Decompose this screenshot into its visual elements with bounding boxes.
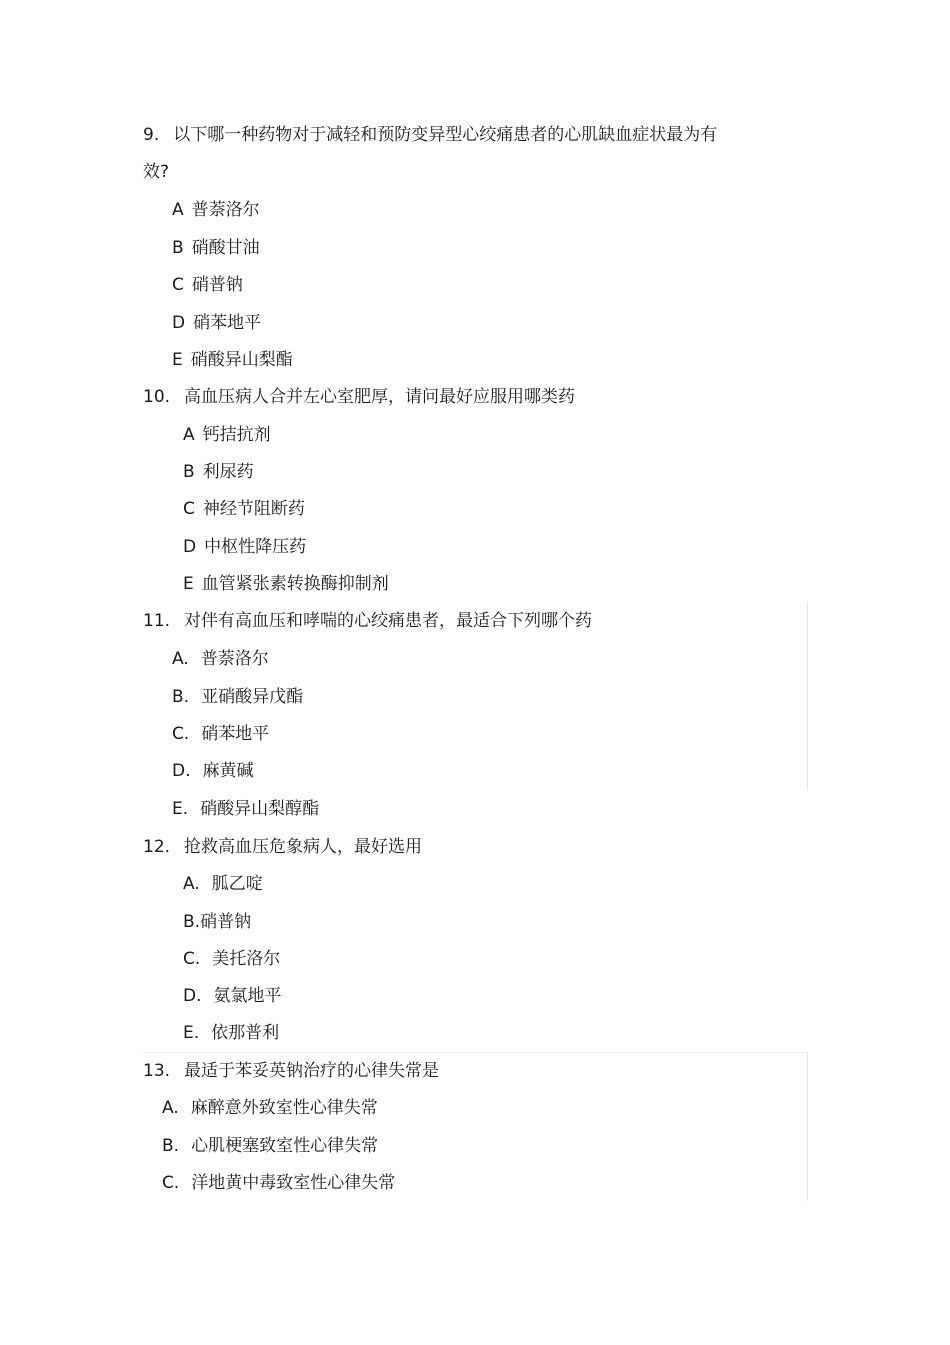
question-text: 抢救高血压危象病人，最好选用 (184, 837, 423, 857)
question-10 (143, 386, 575, 408)
option-10-b: B 利尿药 (183, 462, 254, 482)
option-13-a: A. 麻醉意外致室性心律失常 (162, 1098, 378, 1118)
question-number: 9. (143, 125, 160, 145)
question-9-line1 (143, 124, 717, 146)
option-11-b: B. 亚硝酸异戊酯 (172, 687, 304, 707)
question-text: 高血压病人合并左心室肥厚，请问最好应服用哪类药 (184, 387, 576, 407)
option-10-c: C 神经节阻断药 (183, 499, 305, 519)
question-9-line2 (143, 161, 169, 183)
option-12-a: A. 胍乙啶 (183, 874, 263, 894)
question-13 (143, 1060, 439, 1082)
option-12-e: E. 依那普利 (183, 1023, 280, 1043)
question-number: 12. (143, 837, 171, 857)
question-number: 11. (143, 611, 171, 631)
option-12-b: B.硝普钠 (183, 912, 252, 932)
question-text-continued: 效? (143, 162, 170, 182)
option-11-d: D. 麻黄碱 (172, 761, 254, 781)
option-9-d: D 硝苯地平 (172, 313, 262, 333)
option-11-c: C. 硝苯地平 (172, 724, 270, 744)
question-text: 最适于苯妥英钠治疗的心律失常是 (184, 1061, 440, 1081)
question-text: 以下哪一种药物对于减轻和预防变异型心绞痛患者的心肌缺血症状最为有 (173, 125, 718, 145)
option-9-e: E 硝酸异山梨酯 (172, 350, 293, 370)
option-11-e: E. 硝酸异山梨醇酯 (172, 799, 320, 819)
option-13-c: C. 洋地黄中毒致室性心律失常 (162, 1173, 396, 1193)
question-11 (143, 610, 592, 632)
option-10-e: E 血管紧张素转换酶抑制剂 (183, 574, 389, 594)
question-number: 10. (143, 387, 171, 407)
option-9-c: C 硝普钠 (172, 275, 243, 295)
option-9-a: A 普萘洛尔 (172, 200, 260, 220)
option-10-a: A 钙拮抗剂 (183, 425, 271, 445)
option-13-b: B. 心肌梗塞致室性心律失常 (162, 1136, 379, 1156)
option-9-b: B 硝酸甘油 (172, 238, 260, 258)
question-number: 13. (143, 1061, 171, 1081)
option-12-c: C. 美托洛尔 (183, 949, 281, 969)
question-12 (143, 836, 422, 858)
option-11-a: A. 普萘洛尔 (172, 649, 269, 669)
option-12-d: D. 氨氯地平 (183, 986, 282, 1006)
question-text: 对伴有高血压和哮喘的心绞痛患者，最适合下列哪个药 (184, 611, 593, 631)
option-10-d: D 中枢性降压药 (183, 537, 307, 557)
